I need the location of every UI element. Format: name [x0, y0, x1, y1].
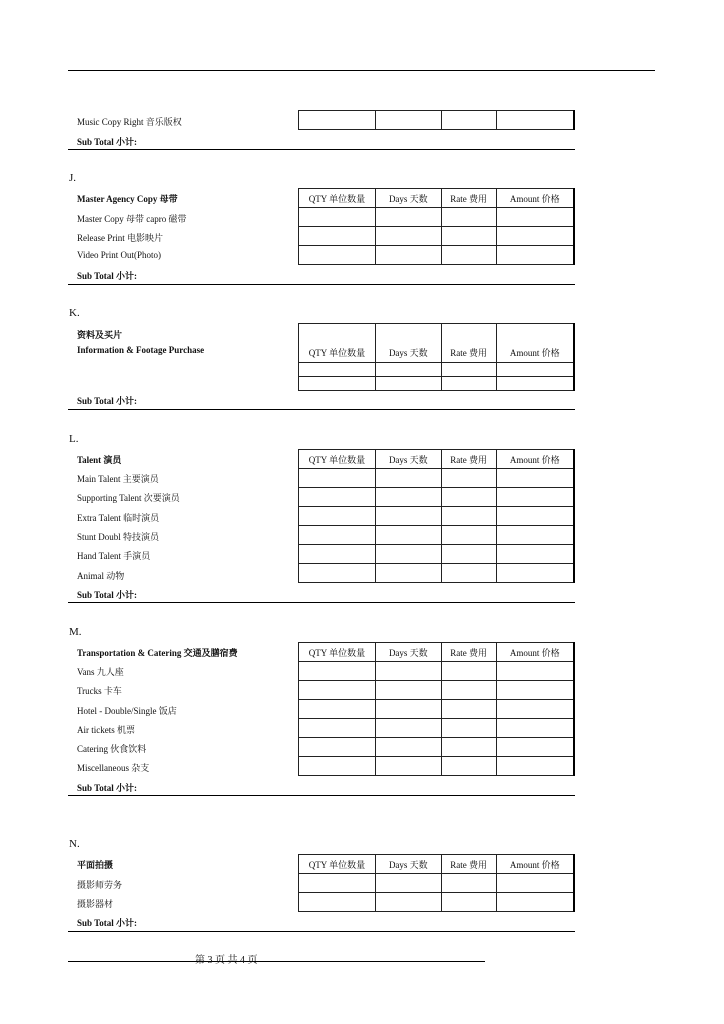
header-rate: Rate 费用	[441, 643, 496, 662]
cell[interactable]	[496, 719, 574, 738]
cell[interactable]	[441, 545, 496, 564]
header-days: Days 天数	[375, 643, 441, 662]
header-rate: Rate 费用	[441, 324, 496, 363]
header-amount: Amount 价格	[496, 643, 574, 662]
header-days: Days 天数	[375, 450, 441, 469]
cell[interactable]	[496, 377, 574, 391]
cell[interactable]	[375, 681, 441, 700]
header-qty: QTY 单位数量	[299, 324, 376, 363]
cell[interactable]	[375, 507, 441, 526]
cell[interactable]	[496, 545, 574, 564]
music-table	[298, 110, 575, 130]
cell[interactable]	[375, 488, 441, 507]
cost-table	[298, 188, 575, 265]
row-label: Extra Talent 临时演员	[77, 513, 160, 523]
section-title: 资料及买片	[77, 330, 123, 340]
row-label: Hand Talent 手演员	[77, 551, 151, 561]
section-subtitle: Information & Footage Purchase	[77, 345, 205, 355]
cell[interactable]	[496, 564, 574, 583]
cell[interactable]	[299, 227, 376, 246]
subtotal-label: Sub Total 小计:	[77, 783, 138, 793]
cell[interactable]	[496, 526, 574, 545]
cell[interactable]	[441, 564, 496, 583]
cell[interactable]	[496, 507, 574, 526]
cell[interactable]	[375, 874, 441, 893]
cell[interactable]	[299, 662, 376, 681]
cell[interactable]	[496, 700, 574, 719]
row-label: Main Talent 主要演员	[77, 474, 159, 484]
cell[interactable]	[299, 526, 376, 545]
section-letter: M.	[69, 626, 82, 638]
page-number: 第 3 页 共 4 页	[195, 955, 258, 966]
cell[interactable]	[299, 700, 376, 719]
cell[interactable]	[299, 488, 376, 507]
header-qty: QTY 单位数量	[299, 189, 376, 208]
cell[interactable]	[299, 469, 376, 488]
cell[interactable]	[299, 893, 376, 912]
section-letter: L.	[69, 433, 79, 445]
subtotal-rule	[68, 284, 575, 285]
row-label: Stunt Doubl 特技演员	[77, 532, 160, 542]
cell[interactable]	[496, 363, 574, 377]
cell[interactable]	[496, 469, 574, 488]
cost-table	[298, 449, 575, 583]
header-rate: Rate 费用	[441, 450, 496, 469]
cell[interactable]	[496, 662, 574, 681]
row-label: Trucks 卡车	[77, 686, 122, 696]
cell[interactable]	[496, 227, 574, 246]
cell[interactable]	[375, 757, 441, 776]
section-letter: J.	[69, 172, 77, 184]
subtotal-label: Sub Total 小计:	[77, 271, 138, 281]
cell[interactable]	[375, 564, 441, 583]
header-amount: Amount 价格	[496, 450, 574, 469]
section-letter: N.	[69, 838, 80, 850]
header-rate: Rate 费用	[441, 855, 496, 874]
cell[interactable]	[441, 363, 496, 377]
cell[interactable]	[375, 526, 441, 545]
cell[interactable]	[441, 526, 496, 545]
cell[interactable]	[441, 893, 496, 912]
cell[interactable]	[441, 227, 496, 246]
section-title: Master Agency Copy 母带	[77, 194, 178, 204]
cell[interactable]	[299, 545, 376, 564]
header-qty: QTY 单位数量	[299, 855, 376, 874]
cell[interactable]	[299, 564, 376, 583]
cell[interactable]	[375, 111, 441, 130]
cell[interactable]	[441, 246, 496, 265]
cell[interactable]	[441, 111, 496, 130]
cell[interactable]	[299, 208, 376, 227]
row-label: Vans 九人座	[77, 667, 124, 677]
subtotal-rule	[68, 602, 575, 603]
cell[interactable]	[299, 377, 376, 391]
subtotal-rule	[68, 931, 575, 932]
cell[interactable]	[375, 377, 441, 391]
cell[interactable]	[299, 246, 376, 265]
cell[interactable]	[441, 700, 496, 719]
cell[interactable]	[496, 738, 574, 757]
row-label: Video Print Out(Photo)	[77, 250, 161, 260]
header-amount: Amount 价格	[496, 855, 574, 874]
header-rule	[68, 70, 655, 71]
cell[interactable]	[441, 469, 496, 488]
row-label: Hotel - Double/Single 饭店	[77, 706, 177, 716]
cell[interactable]	[441, 738, 496, 757]
cell[interactable]	[441, 377, 496, 391]
cell[interactable]	[375, 246, 441, 265]
cost-table	[298, 854, 575, 912]
footer-rule	[68, 961, 485, 962]
row-label: Catering 伙食饮料	[77, 744, 147, 754]
header-amount: Amount 价格	[496, 189, 574, 208]
cell[interactable]	[299, 507, 376, 526]
header-rate: Rate 费用	[441, 189, 496, 208]
header-days: Days 天数	[375, 189, 441, 208]
cost-table	[298, 642, 575, 776]
row-label: 摄影器材	[77, 899, 114, 909]
section-title: Talent 演员	[77, 455, 122, 465]
cell[interactable]	[496, 681, 574, 700]
subtotal-label: Sub Total 小计:	[77, 396, 138, 406]
cell[interactable]	[375, 662, 441, 681]
header-amount: Amount 价格	[496, 324, 574, 363]
cell[interactable]	[375, 208, 441, 227]
cell[interactable]	[496, 111, 574, 130]
section-title: 平面拍摄	[77, 860, 114, 870]
cell[interactable]	[299, 681, 376, 700]
cost-table	[298, 323, 575, 391]
cell[interactable]	[441, 208, 496, 227]
cell[interactable]	[299, 363, 376, 377]
section-title: Transportation & Catering 交通及膳宿费	[77, 648, 238, 658]
cell[interactable]	[375, 363, 441, 377]
header-qty: QTY 单位数量	[299, 450, 376, 469]
subtotal-label: Sub Total 小计:	[77, 137, 138, 147]
section-letter: K.	[69, 307, 80, 319]
cell[interactable]	[299, 738, 376, 757]
header-qty: QTY 单位数量	[299, 643, 376, 662]
cell[interactable]	[375, 469, 441, 488]
row-label: Master Copy 母带 capro 磁带	[77, 214, 187, 224]
cell[interactable]	[441, 757, 496, 776]
cell[interactable]	[496, 488, 574, 507]
cell[interactable]	[496, 208, 574, 227]
cell[interactable]	[496, 757, 574, 776]
cell[interactable]	[375, 893, 441, 912]
subtotal-label: Sub Total 小计:	[77, 590, 138, 600]
cell[interactable]	[441, 719, 496, 738]
header-days: Days 天数	[375, 855, 441, 874]
subtotal-rule	[68, 795, 575, 796]
cell[interactable]	[441, 488, 496, 507]
cell[interactable]	[375, 227, 441, 246]
cell[interactable]	[299, 719, 376, 738]
header-days: Days 天数	[375, 324, 441, 363]
cell[interactable]	[441, 507, 496, 526]
cell[interactable]	[496, 874, 574, 893]
cell[interactable]	[375, 700, 441, 719]
cell[interactable]	[496, 893, 574, 912]
cell[interactable]	[375, 719, 441, 738]
row-label: Supporting Talent 次要演员	[77, 493, 180, 503]
cell[interactable]	[496, 246, 574, 265]
row-label: Music Copy Right 音乐版权	[77, 117, 182, 127]
subtotal-rule	[68, 149, 575, 150]
cell[interactable]	[299, 874, 376, 893]
subtotal-label: Sub Total 小计:	[77, 918, 138, 928]
cell[interactable]	[299, 111, 376, 130]
row-label: 摄影师劳务	[77, 880, 123, 890]
cell[interactable]	[441, 874, 496, 893]
subtotal-rule	[68, 409, 575, 410]
cell[interactable]	[375, 738, 441, 757]
row-label: Release Print 电影映片	[77, 233, 163, 243]
cell[interactable]	[441, 662, 496, 681]
cell[interactable]	[375, 545, 441, 564]
row-label: Miscellaneous 杂支	[77, 763, 150, 773]
cell[interactable]	[299, 757, 376, 776]
row-label: Animal 动物	[77, 571, 125, 581]
row-label: Air tickets 机票	[77, 725, 135, 735]
cell[interactable]	[441, 681, 496, 700]
